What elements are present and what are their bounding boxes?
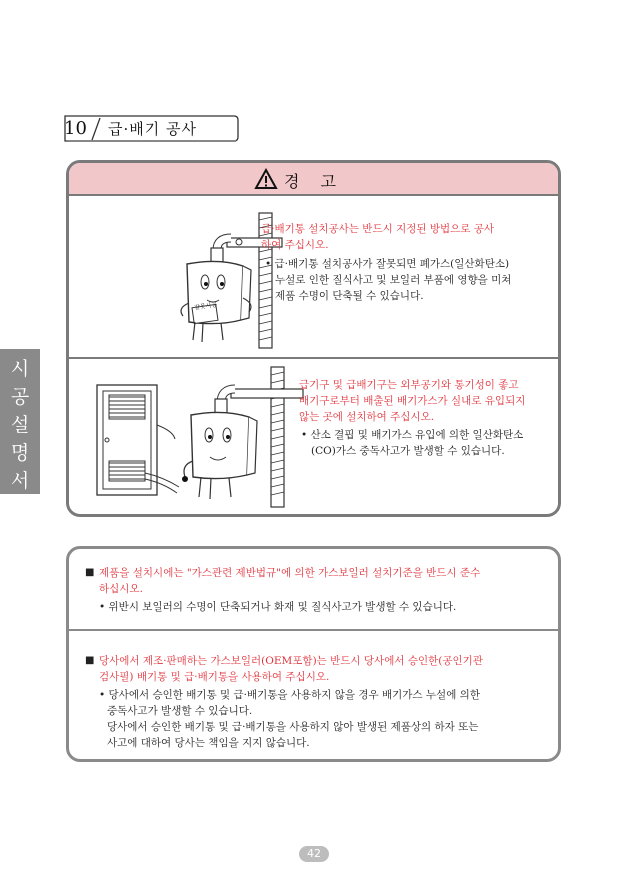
notice2-square-bullet: ■ <box>85 655 95 666</box>
warning2-bullet-line1: • 산소 결핍 및 배기가스 유입에 의한 일산화탄소 <box>301 429 524 441</box>
warning2-heading-line3: 않는 곳에 설치하여 주십시오. <box>299 411 435 423</box>
side-tab-char: 시 <box>10 358 30 380</box>
warning2-bullet-line2: (CO)가스 중독사고가 발생할 수 있습니다. <box>311 445 505 457</box>
side-tab-char: 공 <box>10 386 30 408</box>
warning1-heading-line1: 급·배기통 설치공사는 반드시 지정된 방법으로 공사 <box>261 223 495 235</box>
section-number: 10 <box>64 118 87 139</box>
boiler-illustration-ventilation <box>93 365 308 510</box>
notice2-bullet-line1: • 당사에서 승인한 배기통 및 급·배기통을 사용하지 않을 경우 배기가스 누설에 의한 <box>99 689 480 701</box>
notice1-bullet-line1: • 위반시 보일러의 수명이 단축되거나 화재 및 질식사고가 발생할 수 있습니다. <box>99 601 457 613</box>
warning-title: 경 고 <box>284 172 344 191</box>
side-chapter-tab <box>0 349 40 494</box>
notice2-bullet-line2: 중독사고가 발생할 수 있습니다. <box>107 705 253 717</box>
notice2-bullet-line3: 당사에서 승인한 배기통 및 급·배기통을 사용하지 않아 발생된 제품상의 하자 또는 <box>107 721 479 733</box>
warning-divider <box>69 357 558 359</box>
section-title: 급·배기 공사 <box>108 120 197 138</box>
notice-box <box>66 546 561 762</box>
warning1-bullet-line3: 제품 수명이 단축될 수 있습니다. <box>275 290 424 302</box>
page-number: 42 <box>299 846 329 862</box>
warning2-heading-line1: 급기구 및 급배기구는 외부공기와 통기성이 좋고 <box>299 379 519 391</box>
warning1-bullet-line1: • 급·배기통 설치공사가 잘못되면 폐가스(일산화탄소) <box>265 258 510 270</box>
warning2-heading-line2: 배기구로부터 배출된 배기가스가 실내로 유입되지 <box>299 395 526 407</box>
notice1-heading-line1: 제품을 설치시에는 "가스관련 제반법규"에 의한 가스보일러 설치기준을 반드시 준수 <box>99 567 481 579</box>
warning1-heading-line2: 하여 주십시오. <box>261 239 329 251</box>
side-tab-char: 설 <box>10 414 30 436</box>
warning-header <box>69 163 558 196</box>
notice2-bullet-line4: 사고에 대하여 당사는 책임을 지지 않습니다. <box>107 737 310 749</box>
notice1-square-bullet: ■ <box>85 567 95 578</box>
warning1-bullet-line2: 누설로 인한 질식사고 및 보일러 부품에 영향을 미쳐 <box>275 274 512 286</box>
mascot-sign-text: 잘못사공 <box>193 301 218 312</box>
notice-divider <box>69 629 558 631</box>
notice2-heading-line2: 검사필) 배기통 및 급·배기통을 사용하여 주십시오. <box>99 671 330 683</box>
notice2-heading-line1: 당사에서 제조·판매하는 가스보일러(OEM포함)는 반드시 당사에서 승인한(공인기관 <box>99 655 483 667</box>
notice1-heading-line2: 하십시오. <box>99 583 143 595</box>
side-tab-char: 명 <box>10 442 30 464</box>
warning-triangle-icon <box>254 168 278 190</box>
side-tab-char: 서 <box>10 470 30 492</box>
warning-box <box>66 160 561 517</box>
